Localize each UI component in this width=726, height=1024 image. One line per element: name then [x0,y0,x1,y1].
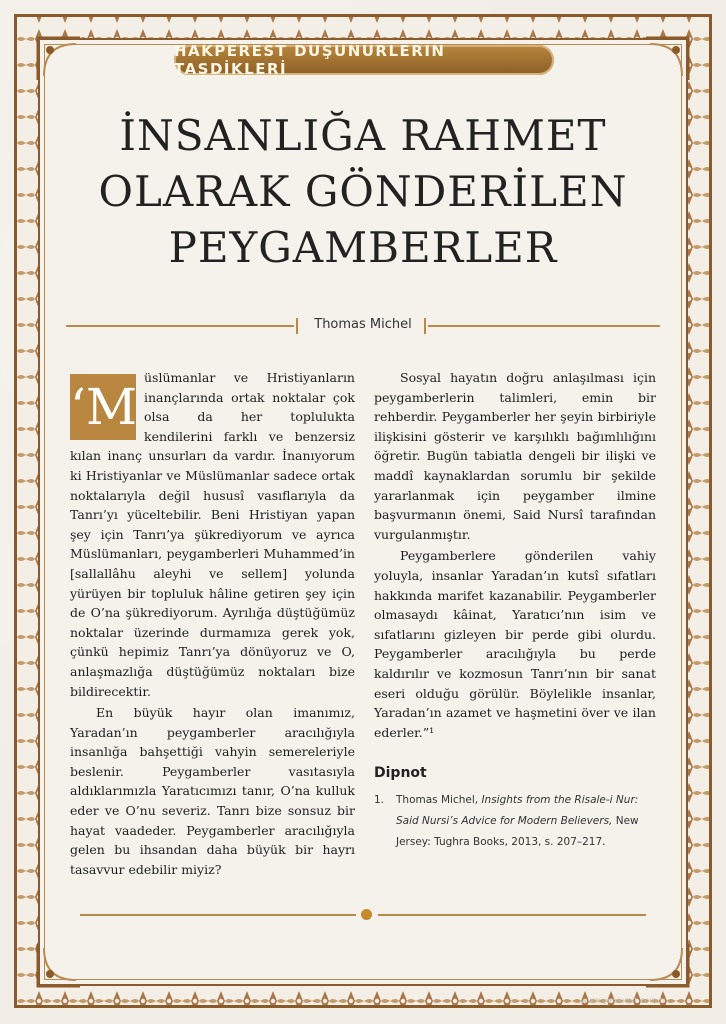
byline [66,316,660,336]
footnote-heading: Dipnot [374,765,427,781]
bottom-dot-icon [361,909,372,920]
title-line: PEYGAMBERLER [168,223,558,272]
footnote-publisher: New Jersey: Tughra Books, 2013, s. 207–217. [396,815,639,848]
byline-tick-right [424,318,426,334]
corner-ornament-icon [36,36,82,82]
title-line: İNSANLIĞA RAHMET [119,111,607,160]
bottom-rule-left [80,914,356,916]
footnote-item [374,790,656,853]
right-column [374,368,656,742]
bottom-rule-right [378,914,646,916]
footnote-author: Thomas Michel, [396,794,479,806]
left-column [70,368,355,879]
paragraph: Sosyal hayatın doğru anlaşılması için peygamberlerin talimleri, emin bir rehberdir. Peygamberler her şeyin birbiriyle ilişkisini gösterir ve karşılıklı bağımlılığını öğretir. Bugün tabiatla dengeli bir ilişki ve maddî kaynaklardan sorumlu bir şekilde yararlanmak için peygamber ilmine başvurmanın önemi, Said Nursî tarafından vurgulanmıştır. [374,370,656,542]
footnote-text [396,790,656,853]
paragraph: üslümanlar ve Hristiyanların inançlarında ortak noktalar çok olsa da her toplulukta kendilerini farklı ve benzersiz kılan inanç unsurları da vardır. İnanıyorum ki Hristiyanlar ve Müslümanlar sadece ortak noktalarıyla değil hususî vasıflarıyla da Tanrı’yı yüceltebilir. Beni Hristiyan yapan şey için Tanrı’ya şükrediyorum ve ayrıca Müslümanları, peygamberleri Muhammed’in [sallallâhu aleyhi ve sellem] yolunda yürüyen bir topluluk hâline getiren şey için de O’na şükrediyorum. Ayrılığa düştüğümüz noktalar üzerinde durmamıza gerek yok, çünkü hepimiz Tanrı’ya dönüyoruz ve O, anlaşmazlığa düştüğümüz noktaları bize bildirecektir. [70,370,355,699]
paragraph: Peygamberlere gönderilen vahiy yoluyla, insanlar Yaradan’ın kutsî sıfatları hakkında marifet kazanabilir. Peygamberler olmasaydı kâinat, Yaratıcı’nın isim ve sıfatlarını gizleyen bir perde gibi olurdu. Peygamberler aracılığıyla bu perde kaldırılır ve kozmosun Tanrı’nın bir sanat eseri olduğu görülür. Böylelikle insanlar, Yaradan’ın azamet ve haşmetini över ve ilan ederler.”¹ [374,548,656,740]
website-link[interactable]: www.yeniumit.com.tr [580,996,666,1005]
corner-ornament-icon [644,942,690,988]
corner-ornament-icon [644,36,690,82]
footnote-book-title: Insights from the Risale-i Nur: Said Nursi’s Advice for Modern Believers, [396,794,639,827]
author-name: Thomas Michel [314,317,412,332]
corner-ornament-icon [36,942,82,988]
footnote-number: 1. [374,794,385,806]
paragraph: En büyük hayır olan imanımız, Yaradan’ın peygamberler aracılığıyla insanlığa bahşettiği vahyin semereleriyle beslenir. Peygamberler vasıtasıyla aldıklarımızla Yaratıcımızı tanır, O’na kulluk eder ve O’nu severiz. Tanrı bize sonsuz bir hayat vaadeder. Peygamberler aracılığıyla gelen bu ihsandan daha büyük bir hayrı tasavvur edebilir miyiz? [70,705,355,877]
byline-rule-right [428,325,660,327]
section-label-banner [174,42,554,78]
title-line: OLARAK GÖNDERİLEN [98,167,628,216]
article-title [70,108,656,276]
section-label: HAKPEREST DÜŞÜNÜRLERİN TASDİKLERİ [174,42,446,78]
drop-cap: ‘M [70,374,136,440]
